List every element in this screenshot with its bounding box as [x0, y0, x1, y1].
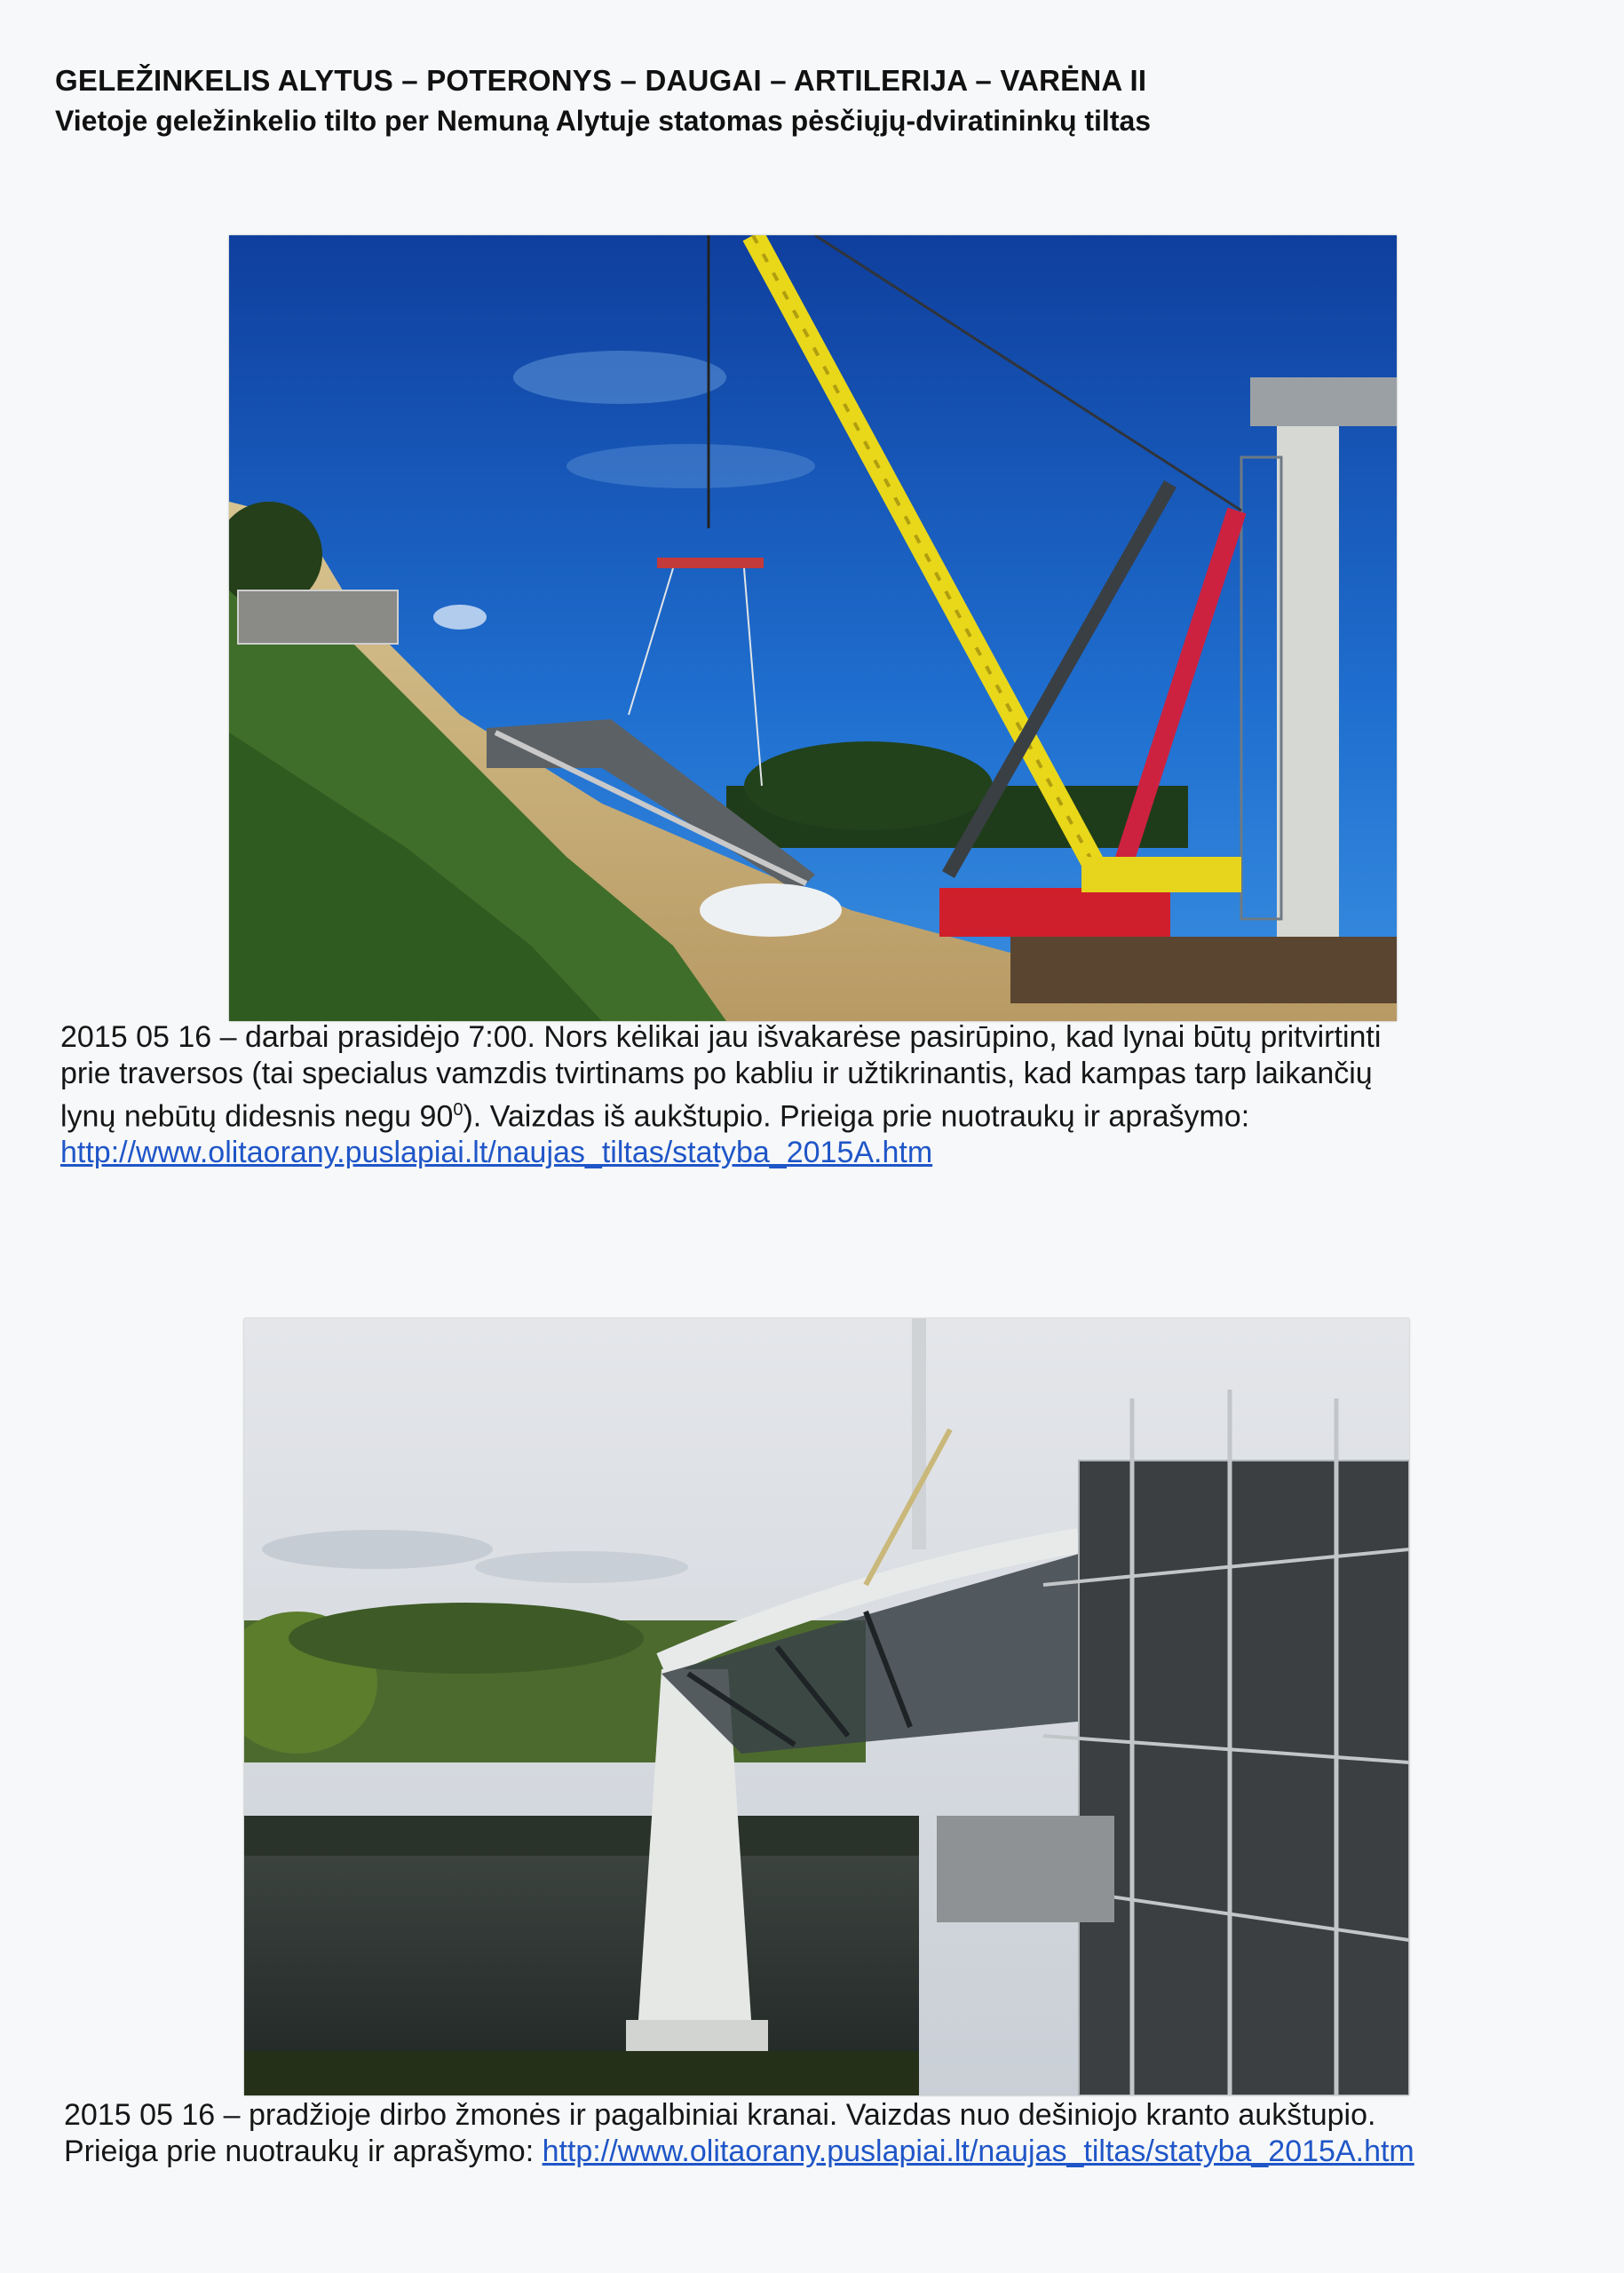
caption-1-link[interactable]: http://www.olitaorany.puslapiai.lt/naujas_tiltas/statyba_2015A.htm — [60, 1136, 933, 1170]
caption-1-superscript: 0 — [453, 1100, 463, 1120]
photo-bridge-river — [244, 1319, 1409, 2095]
photo-caption-2 — [64, 2097, 1414, 2170]
caption-1-line-1: 2015 05 16 – darbai prasidėjo 7:00. Nors kėlikai jau išvakarėse pasirūpino, kad lynai būtų pritvirtinti — [60, 1020, 1382, 1054]
caption-1-line-3-end: ). Vaizdas iš aukštupio. Prieiga prie nuotraukų ir aprašymo: — [463, 1099, 1250, 1134]
caption-1-line-3-text: lynų nebūtų didesnis negu 90 — [60, 1099, 454, 1134]
document-subtitle: Vietoje geležinkelio tilto per Nemuną Alytuje statomas pėsčiųjų-dviratininkų tiltas — [55, 105, 1152, 137]
photo-bridge-river-image — [244, 1319, 1409, 2095]
caption-2-line-2 — [64, 2134, 1414, 2170]
photo-crane-lift — [229, 235, 1397, 1021]
caption-1-line-3 — [60, 1092, 1381, 1135]
document-title: GELEŽINKELIS ALYTUS – POTERONYS – DAUGAI – ARTILERIJA – VARĖNA II — [55, 64, 1147, 97]
caption-2-line-1: 2015 05 16 – pradžioje dirbo žmonės ir pagalbiniai kranai. Vaizdas nuo dešiniojo kranto aukštupio. — [64, 2098, 1376, 2132]
caption-2-line-2-text: Prieiga prie nuotraukų ir aprašymo: — [64, 2134, 543, 2168]
caption-2-link[interactable]: http://www.olitaorany.puslapiai.lt/naujas_tiltas/statyba_2015A.htm — [542, 2134, 1414, 2168]
caption-1-line-2: prie traversos (tai specialus vamzdis tvirtinams po kabliu ir užtikrinantis, kad kampas tarp laikančių — [60, 1057, 1373, 1090]
photo-caption-1 — [60, 1019, 1381, 1171]
photo-crane-lift-image — [229, 235, 1397, 1021]
